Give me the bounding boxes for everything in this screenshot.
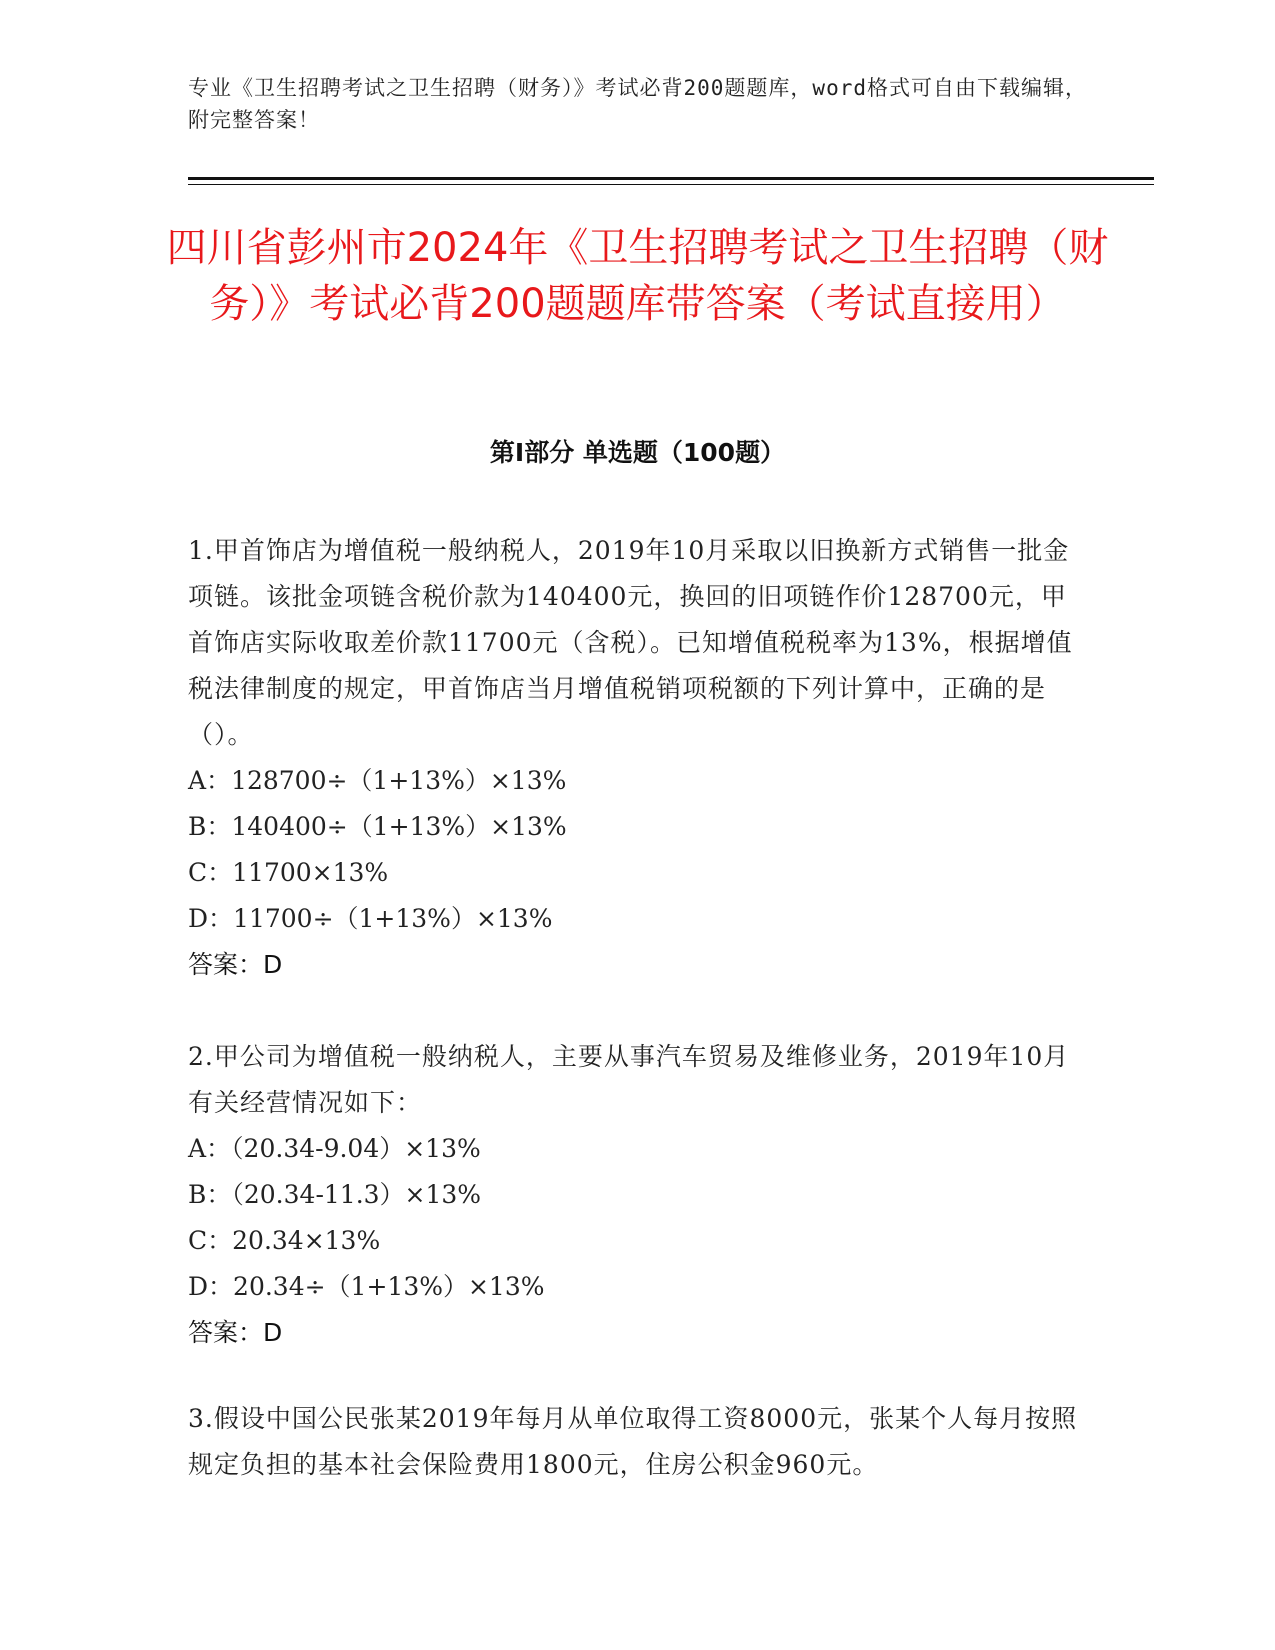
option-b: B：（20.34-11.3）×13%	[188, 1180, 482, 1209]
option-c: C：20.34×13%	[188, 1226, 381, 1255]
header-rule-thick	[188, 177, 1154, 180]
question-3	[188, 1396, 1088, 1488]
header-note: 专业《卫生招聘考试之卫生招聘（财务）》考试必背200题题库，word格式可自由下载编辑，附完整答案！	[188, 76, 1087, 132]
option-b: B：140400÷（1+13%）×13%	[188, 812, 567, 841]
question-stem: 2.甲公司为增值税一般纳税人，主要从事汽车贸易及维修业务，2019年10月有关经营情况如下：	[188, 1042, 1070, 1117]
document-title: 四川省彭州市2024年《卫生招聘考试之卫生招聘（财务）》考试必背200题题库带答案（考试直接用）	[166, 225, 1109, 327]
option-a: A：128700÷（1+13%）×13%	[188, 766, 567, 795]
question-stem: 3.假设中国公民张某2019年每月从单位取得工资8000元，张某个人每月按照规定负担的基本社会保险费用1800元，住房公积金960元。	[188, 1404, 1078, 1479]
section-heading: 第Ⅰ部分 单选题（100题）	[489, 438, 786, 467]
option-c: C：11700×13%	[188, 858, 389, 887]
option-a: A：（20.34-9.04）×13%	[188, 1134, 481, 1163]
question-2	[188, 1034, 1088, 1356]
answer: 答案：D	[188, 950, 283, 979]
answer: 答案：D	[188, 1318, 283, 1347]
header-rule-thin	[188, 184, 1154, 185]
option-d: D：20.34÷（1+13%）×13%	[188, 1272, 545, 1301]
question-1	[188, 528, 1088, 988]
question-stem: 1.甲首饰店为增值税一般纳税人，2019年10月采取以旧换新方式销售一批金项链。该批金项链含税价款为140400元，换回的旧项链作价128700元，甲首饰店实际收取差价款11700元（含税）。已知增值税税率为13%，根据增值税法律制度的规定，甲首饰店当月增值税销项税额的下列计算中，正确的是（）。	[188, 536, 1073, 749]
option-d: D：11700÷（1+13%）×13%	[188, 904, 553, 933]
